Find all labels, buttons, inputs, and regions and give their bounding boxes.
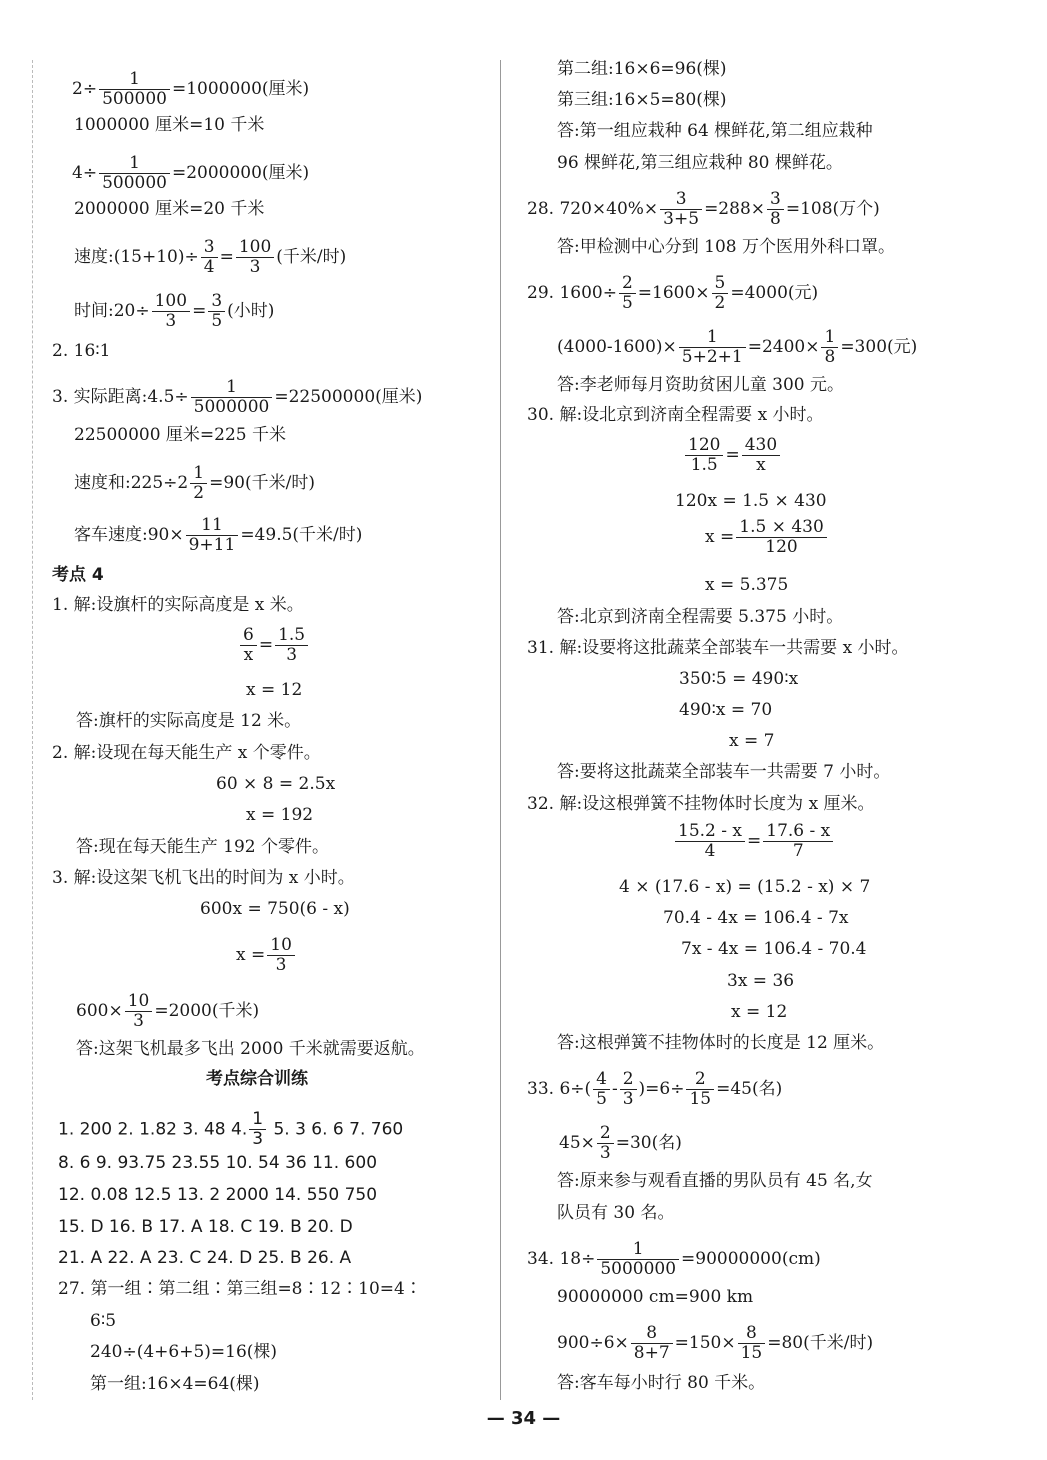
equation: x = 7 bbox=[729, 731, 775, 751]
answer-row: 1. 200 2. 1.82 3. 48 4. $\frac{1}{3}$ 5. 3 6. 6 7. 760 bbox=[58, 1109, 404, 1149]
line: 第二组:16×6=96(棵) bbox=[557, 59, 727, 79]
equation: 7x - 4x = 106.4 - 70.4 bbox=[681, 939, 867, 959]
line: 4÷ $\frac{1}{500000}$ =2000000(厘米) bbox=[72, 153, 310, 193]
equation: x = $\frac{10}{3}$ bbox=[236, 936, 297, 975]
line: 2. 16∶1 bbox=[52, 341, 111, 361]
answer: 答:这架飞机最多飞出 2000 千米就需要返航。 bbox=[76, 1039, 425, 1059]
line: 2. 解:设现在每天能生产 x 个零件。 bbox=[52, 743, 321, 763]
line: 6∶5 bbox=[90, 1311, 117, 1331]
answer: 答:旗杆的实际高度是 12 米。 bbox=[76, 711, 302, 731]
equation: x = $\frac{1.5 \times 430}{120}$ bbox=[705, 518, 829, 557]
section-heading: 考点 4 bbox=[52, 565, 104, 585]
line: 22500000 厘米=225 千米 bbox=[74, 425, 287, 445]
equation: 600× $\frac{10}{3}$ =2000(千米) bbox=[76, 991, 260, 1031]
page-number: — 34 — bbox=[486, 1408, 561, 1429]
line: 27. 第一组∶第二组∶第三组=8∶12∶10=4∶ bbox=[58, 1279, 422, 1299]
equation: x = 12 bbox=[731, 1002, 788, 1022]
answer: 答:李老师每月资助贫困儿童 300 元。 bbox=[557, 375, 844, 395]
answer: 答:原来参与观看直播的男队员有 45 名,女 bbox=[557, 1171, 873, 1191]
equation: 4 × (17.6 - x) = (15.2 - x) × 7 bbox=[619, 877, 871, 897]
line: 3. 实际距离:4.5÷ $\frac{1}{5000000}$ =22500000(厘米) bbox=[52, 377, 423, 417]
answer: 答:要将这批蔬菜全部装车一共需要 7 小时。 bbox=[557, 762, 891, 782]
answer: 答:第一组应栽种 64 棵鲜花,第二组应栽种 bbox=[557, 121, 873, 141]
equation: (4000-1600)× $\frac{1}{5+2+1}$ =2400× $\frac{1}{8}$ =300(元) bbox=[557, 327, 918, 367]
equation: 490∶x = 70 bbox=[679, 700, 773, 720]
answer-row: 8. 6 9. 93.75 23.55 10. 54 36 11. 600 bbox=[58, 1153, 378, 1173]
line: 240÷(4+6+5)=16(棵) bbox=[90, 1342, 278, 1362]
answer: 答:现在每天能生产 192 个零件。 bbox=[76, 837, 329, 857]
line: 3. 解:设这架飞机飞出的时间为 x 小时。 bbox=[52, 868, 355, 888]
equation: 120x = 1.5 × 430 bbox=[675, 491, 827, 511]
equation: 70.4 - 4x = 106.4 - 7x bbox=[663, 908, 849, 928]
line: 速度:(15+10)÷ $\frac{3}{4}$ = $\frac{100}{3}$ (千米/时) bbox=[74, 237, 347, 277]
line: 1000000 厘米=10 千米 bbox=[74, 115, 265, 135]
line: 客车速度:90× $\frac{11}{9+11}$ =49.5(千米/时) bbox=[74, 515, 363, 555]
answer: 队员有 30 名。 bbox=[557, 1203, 675, 1223]
equation: x = 192 bbox=[246, 805, 314, 825]
equation: $\frac{15.2 - x}{4}$ = $\frac{17.6 - x}{7}$ bbox=[673, 822, 835, 861]
equation: 33. 6÷( $\frac{4}{5}$ - $\frac{2}{3}$ )=6÷ $\frac{2}{15}$ =45(名) bbox=[527, 1069, 783, 1109]
line: 31. 解:设要将这批蔬菜全部装车一共需要 x 小时。 bbox=[527, 638, 909, 658]
equation: x = 12 bbox=[246, 680, 303, 700]
equation: 34. 18÷ $\frac{1}{5000000}$ =90000000(cm) bbox=[527, 1239, 821, 1279]
margin-line bbox=[32, 60, 33, 1400]
answer: 96 棵鲜花,第三组应栽种 80 棵鲜花。 bbox=[557, 153, 843, 173]
line: 速度和:225÷2 $\frac{1}{2}$ =90(千米/时) bbox=[74, 463, 315, 503]
equation: 60 × 8 = 2.5x bbox=[216, 774, 336, 794]
equation: 600x = 750(6 - x) bbox=[200, 899, 350, 919]
equation: x = 5.375 bbox=[705, 575, 789, 595]
equation: 350∶5 = 490∶x bbox=[679, 669, 799, 689]
line: 2÷ $\frac{1}{500000}$ =1000000(厘米) bbox=[72, 69, 310, 109]
line: 1. 解:设旗杆的实际高度是 x 米。 bbox=[52, 595, 304, 615]
equation: 29. 1600÷ $\frac{2}{5}$ =1600× $\frac{5}{2}$ =4000(元) bbox=[527, 273, 819, 313]
section-title: 考点综合训练 bbox=[206, 1069, 308, 1089]
equation: 900÷6× $\frac{8}{8+7}$ =150× $\frac{8}{15}$ =80(千米/时) bbox=[557, 1323, 874, 1363]
line: 第三组:16×5=80(棵) bbox=[557, 90, 727, 110]
answer-row: 15. D 16. B 17. A 18. C 19. B 20. D bbox=[58, 1217, 353, 1237]
line: 30. 解:设北京到济南全程需要 x 小时。 bbox=[527, 405, 824, 425]
line: 2000000 厘米=20 千米 bbox=[74, 199, 265, 219]
answer: 答:北京到济南全程需要 5.375 小时。 bbox=[557, 607, 844, 627]
equation: 45× $\frac{2}{3}$ =30(名) bbox=[559, 1123, 682, 1163]
answer: 答:甲检测中心分到 108 万个医用外科口罩。 bbox=[557, 237, 895, 257]
line: 第一组:16×4=64(棵) bbox=[90, 1374, 260, 1394]
answer: 答:客车每小时行 80 千米。 bbox=[557, 1373, 766, 1393]
answer: 答:这根弹簧不挂物体时的长度是 12 厘米。 bbox=[557, 1033, 885, 1053]
line: 32. 解:设这根弹簧不挂物体时长度为 x 厘米。 bbox=[527, 794, 875, 814]
equation: 90000000 cm=900 km bbox=[557, 1287, 754, 1307]
equation: 3x = 36 bbox=[727, 971, 795, 991]
answer-row: 21. A 22. A 23. C 24. D 25. B 26. A bbox=[58, 1248, 352, 1268]
equation: $\frac{120}{1.5}$ = $\frac{430}{x}$ bbox=[683, 436, 782, 475]
equation: 28. 720×40%× $\frac{3}{3+5}$ =288× $\frac{3}{8}$ =108(万个) bbox=[527, 189, 880, 229]
column-divider bbox=[500, 60, 501, 1400]
answer-row: 12. 0.08 12.5 13. 2 2000 14. 550 750 bbox=[58, 1185, 378, 1205]
equation: $\frac{6}{x}$ = $\frac{1.5}{3}$ bbox=[238, 626, 310, 665]
line: 时间:20÷ $\frac{100}{3}$ = $\frac{3}{5}$ (小时) bbox=[74, 291, 275, 331]
